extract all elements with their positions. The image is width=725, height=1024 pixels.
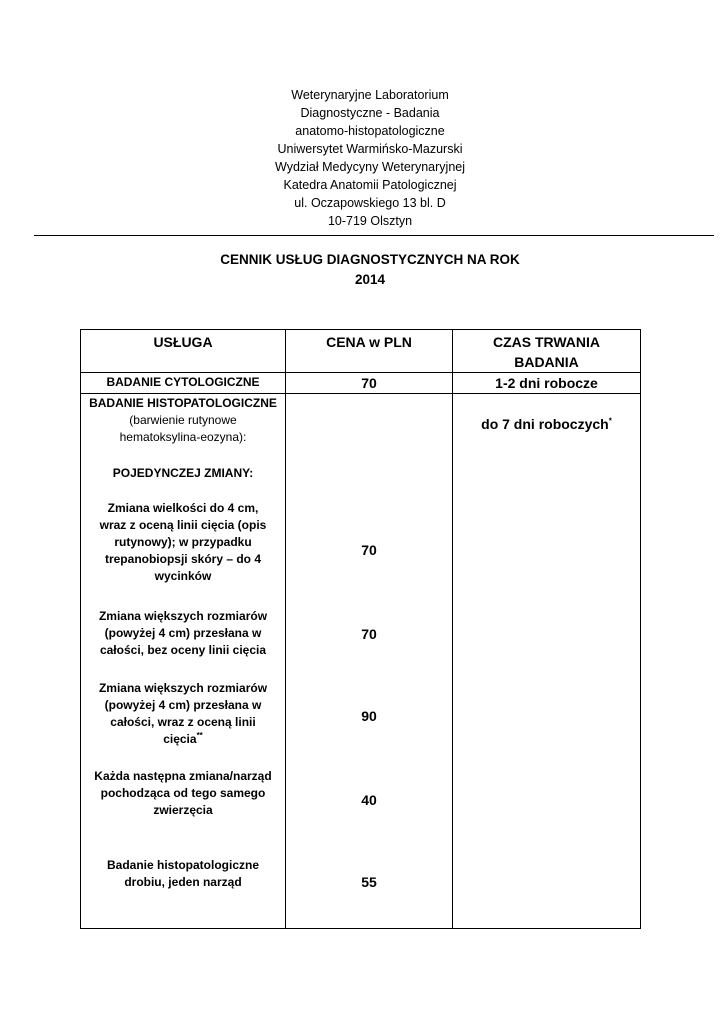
histo-item-line: Każda następna zmiana/narząd: [94, 769, 272, 783]
histo-item: [81, 608, 285, 659]
histo-item-price: 70: [361, 542, 377, 558]
header-divider: [34, 235, 714, 236]
histo-item-line: trepanobiopsji skóry – do 4: [104, 552, 262, 566]
address-line: ul. Oczapowskiego 13 bl. D: [294, 196, 446, 210]
histo-item-line-text: cięcia: [163, 732, 197, 746]
histo-time-text: do 7 dni roboczych: [481, 416, 609, 432]
histo-subheading: POJEDYNCZEJ ZMIANY:: [112, 466, 254, 480]
histo-item-line: Badanie histopatologiczne: [106, 858, 259, 872]
table-border-bottom: [80, 928, 641, 929]
address-line: anatomo-histopatologiczne: [295, 124, 445, 138]
histo-item-price: 40: [361, 792, 377, 808]
histo-item-line: drobiu, jeden narząd: [124, 875, 242, 889]
histo-item-line: całości, wraz z oceną linii: [110, 715, 256, 729]
histo-item-line: [81, 731, 285, 748]
histo-item-line: Zmiana wielkości do 4 cm,: [107, 501, 259, 515]
table-border-right: [640, 329, 641, 929]
column-header-service: USŁUGA: [153, 334, 213, 350]
histo-item-line: (powyżej 4 cm) przesłana w: [104, 698, 262, 712]
title-line-2: 2014: [354, 272, 386, 287]
cytology-service: BADANIE CYTOLOGICZNE: [106, 375, 260, 389]
histo-item-price: 90: [361, 708, 377, 724]
address-line: Katedra Anatomii Patologicznej: [283, 178, 457, 192]
column-header-time: [453, 332, 640, 372]
column-header-price: CENA w PLN: [326, 334, 412, 350]
cytology-time: 1-2 dni robocze: [495, 375, 598, 391]
histo-item-price: 70: [361, 626, 377, 642]
histo-item-line: wycinków: [154, 569, 212, 583]
column-header-time-line1: CZAS TRWANIA: [492, 334, 601, 350]
histo-item-line: rutynowy); w przypadku: [114, 535, 252, 549]
histo-heading: BADANIE HISTOPATOLOGICZNE: [89, 396, 277, 410]
histo-item-line: pochodząca od tego samego: [100, 786, 266, 800]
address-line: Diagnostyczne - Badania: [300, 106, 440, 120]
histo-item-line: Zmiana większych rozmiarów: [98, 681, 268, 695]
cytology-price: 70: [361, 375, 377, 391]
address-line: Weterynaryjne Laboratorium: [291, 88, 449, 102]
lab-address-block: [0, 86, 725, 230]
histo-item-line: Zmiana większych rozmiarów: [98, 609, 268, 623]
histo-time: [453, 414, 640, 434]
address-line: Uniwersytet Warmińsko-Mazurski: [277, 142, 463, 156]
address-line: 10-719 Olsztyn: [327, 214, 413, 228]
histo-staining-line2: hematoksylina-eozyna):: [119, 430, 247, 444]
column-header-time-line2: BADANIA: [514, 354, 579, 370]
histo-item-line: zwierzęcia: [153, 803, 213, 817]
table-border-top: [80, 329, 641, 330]
document-title: [0, 250, 725, 290]
histo-item-line: (powyżej 4 cm) przesłana w: [104, 626, 262, 640]
histo-item-line: wraz z oceną linii cięcia (opis: [99, 518, 267, 532]
histo-item-price: 55: [361, 874, 377, 890]
footnote-mark: **: [196, 731, 203, 740]
histo-item: [81, 500, 285, 585]
footnote-mark: *: [608, 416, 612, 426]
histo-item: [81, 768, 285, 819]
title-line-1: CENNIK USŁUG DIAGNOSTYCZNYCH NA ROK: [220, 252, 520, 267]
histo-staining-line1: (barwienie rutynowe: [129, 413, 237, 427]
histo-description: [81, 395, 285, 446]
address-line: Wydział Medycyny Weterynaryjnej: [275, 160, 465, 174]
histo-item: [81, 680, 285, 748]
row-divider: [80, 393, 641, 394]
histo-item: [81, 857, 285, 891]
histo-item-line: całości, bez oceny linii cięcia: [99, 643, 267, 657]
